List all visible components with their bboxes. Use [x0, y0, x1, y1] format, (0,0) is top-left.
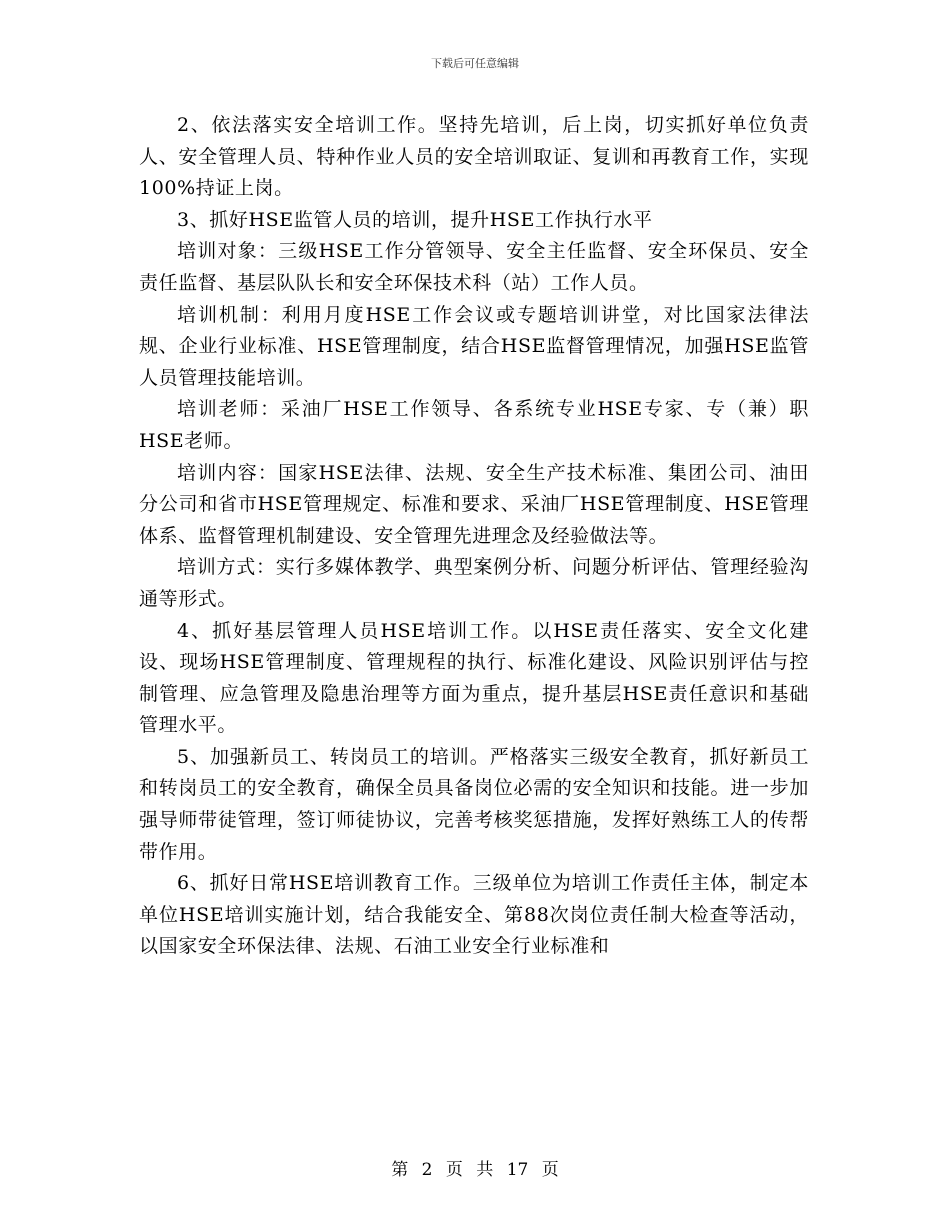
paragraph-training-teachers: 培训老师：采油厂HSE工作领导、各系统专业HSE专家、专（兼）职HSE老师。: [139, 398, 809, 452]
paragraph-item-6: 6、抓好日常HSE培训教育工作。三级单位为培训工作责任主体，制定本单位HSE培训实施计划，结合我能安全、第88次岗位责任制大检查等活动，以国家安全环保法律、法规、石油工业安全行业标准和: [139, 872, 809, 958]
paragraph-item-2: 2、依法落实安全培训工作。坚持先培训，后上岗，切实抓好单位负责人、安全管理人员、特种作业人员的安全培训取证、复训和再教育工作，实现100%持证上岗。: [139, 114, 809, 200]
paragraph-training-mechanism: 培训机制：利用月度HSE工作会议或专题培训讲堂，对比国家法律法规、企业行业标准、HSE管理制度，结合HSE监督管理情况，加强HSE监管人员管理技能培训。: [139, 303, 809, 389]
paragraph-item-3-heading: 3、抓好HSE监管人员的培训，提升HSE工作执行水平: [177, 208, 653, 231]
paragraph-item-5: 5、加强新员工、转岗员工的培训。严格落实三级安全教育，抓好新员工和转岗员工的安全教育，确保全员具备岗位必需的安全知识和技能。进一步加强导师带徒管理，签订师徒协议，完善考核奖惩措施，发挥好熟练工人的传帮带作用。: [139, 745, 809, 863]
paragraph-training-content: 培训内容：国家HSE法律、法规、安全生产技术标准、集团公司、油田分公司和省市HSE管理规定、标准和要求、采油厂HSE管理制度、HSE管理体系、监督管理机制建设、安全管理先进理念及经验做法等。: [139, 461, 809, 547]
document-body: [139, 110, 809, 963]
page-footer: 第 2 页 共 17 页: [391, 1160, 559, 1180]
paragraph-training-targets: 培训对象：三级HSE工作分管领导、安全主任监督、安全环保员、安全责任监督、基层队队长和安全环保技术科（站）工作人员。: [139, 240, 809, 294]
paragraph-item-4: 4、抓好基层管理人员HSE培训工作。以HSE责任落实、安全文化建设、现场HSE管理制度、管理规程的执行、标准化建设、风险识别评估与控制管理、应急管理及隐患治理等方面为重点，提升基层HSE责任意识和基础管理水平。: [139, 619, 809, 737]
paragraph-training-methods: 培训方式：实行多媒体教学、典型案例分析、问题分析评估、管理经验沟通等形式。: [139, 556, 809, 610]
page-header: 下载后可任意编辑: [431, 57, 519, 70]
